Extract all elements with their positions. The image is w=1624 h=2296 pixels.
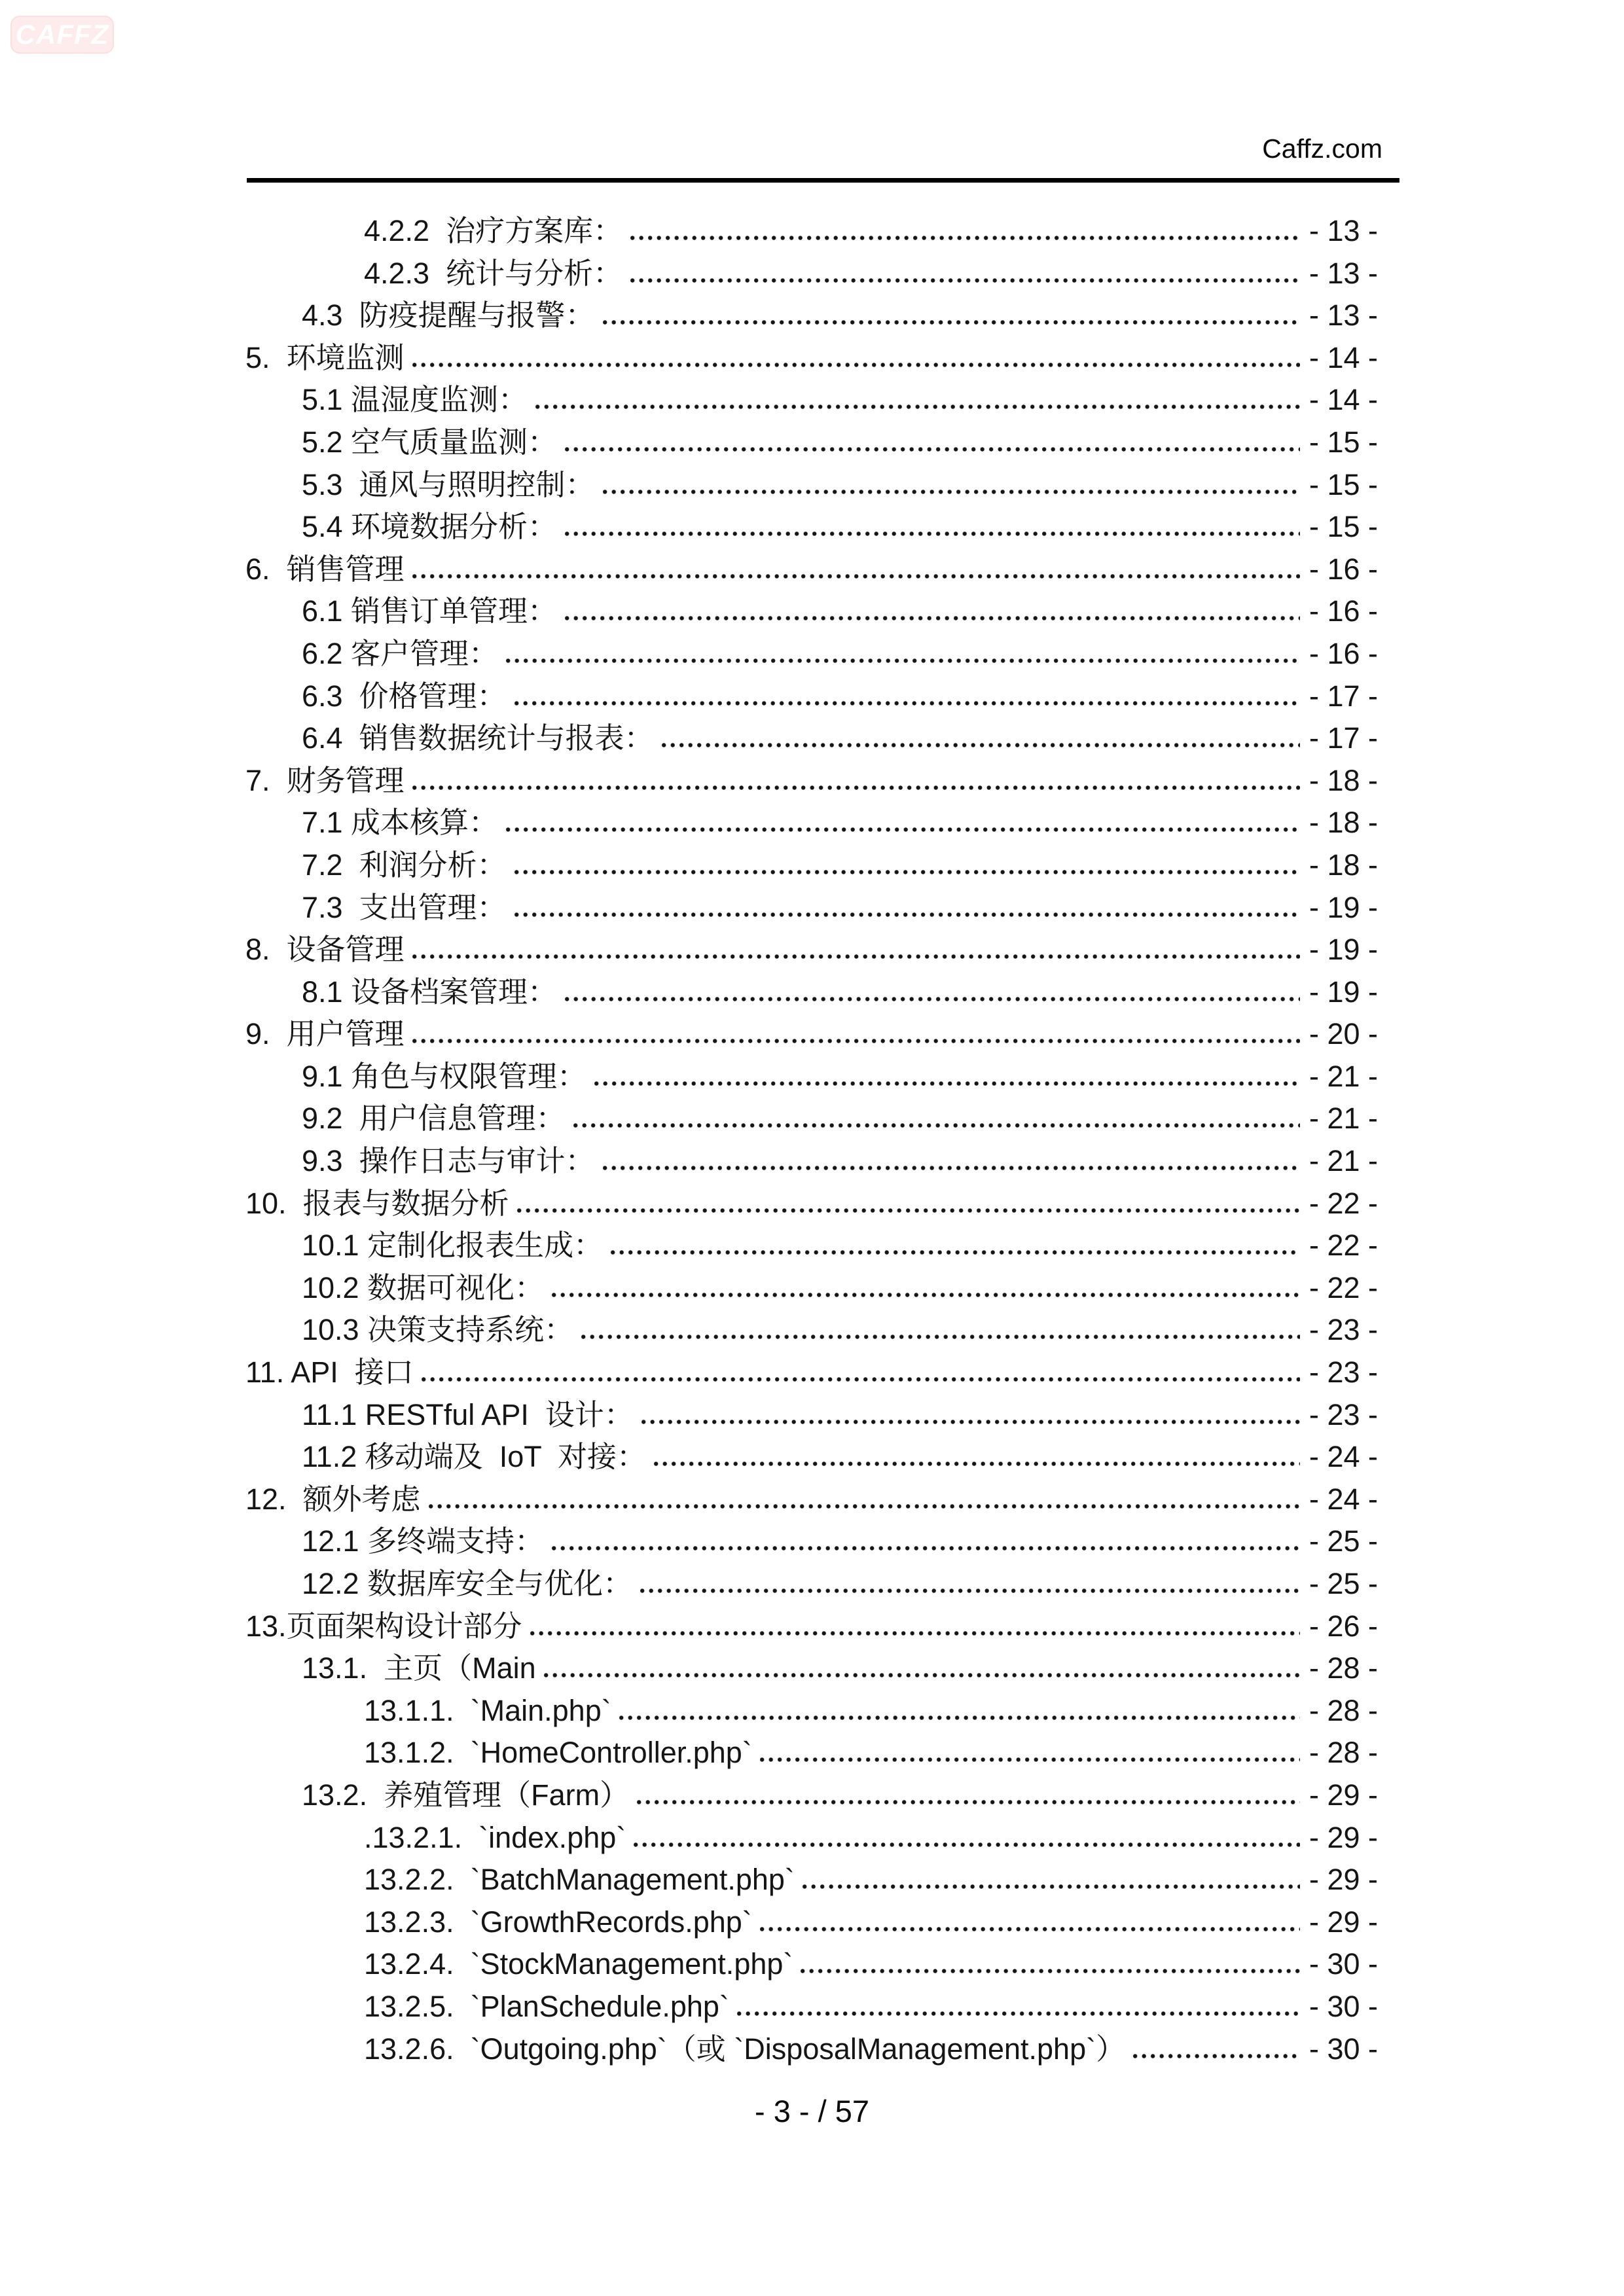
dot-leader [530, 1630, 1300, 1636]
toc-entry[interactable] [245, 548, 1378, 591]
toc-entry[interactable] [245, 844, 1378, 887]
toc-entry-label: 13.2.6. `Outgoing.php`（或 `DisposalManagement.php`） [364, 2032, 1126, 2066]
toc-entry-page: - 15 - [1308, 467, 1378, 501]
dot-leader [517, 1208, 1300, 1213]
toc-entry-page: - 29 - [1308, 1863, 1378, 1897]
toc-entry[interactable] [245, 887, 1378, 929]
dot-leader [634, 1842, 1300, 1848]
caffz-logo-text: CAFFZ [15, 19, 109, 50]
dot-leader [544, 1672, 1300, 1678]
toc-entry-label: 8.1 设备档案管理： [302, 975, 558, 1009]
toc-entry[interactable] [245, 1140, 1378, 1183]
toc-entry-label: 5.2 空气质量监测： [302, 425, 558, 459]
dot-leader [565, 531, 1300, 537]
dot-leader [637, 1799, 1300, 1805]
toc-entry-label: 4.2.2 治疗方案库： [364, 214, 623, 247]
toc-entry-page: - 14 - [1308, 340, 1378, 374]
dot-leader [1133, 2053, 1300, 2059]
header-divider [247, 178, 1399, 183]
toc-entry[interactable] [245, 1943, 1378, 1986]
dot-leader [662, 742, 1300, 748]
toc-entry-page: - 13 - [1308, 298, 1378, 332]
toc-entry-page: - 19 - [1308, 890, 1378, 924]
dot-leader [603, 489, 1300, 495]
dot-leader [641, 1419, 1300, 1425]
toc-entry-label: 12.1 多终端支持： [302, 1524, 545, 1558]
toc-entry-label: 5.3 通风与照明控制： [302, 467, 595, 501]
toc-entry-label: 5.4 环境数据分析： [302, 510, 558, 544]
toc-entry[interactable] [245, 1647, 1378, 1690]
toc-entry[interactable] [245, 590, 1378, 633]
toc-entry-label: 13.2. 养殖管理（Farm） [302, 1778, 630, 1812]
toc-list [245, 210, 1378, 2070]
dot-leader [801, 1968, 1300, 1974]
toc-entry-label: 5. 环境监测 [245, 340, 405, 374]
toc-entry[interactable] [245, 1690, 1378, 1732]
toc-entry[interactable] [245, 1309, 1378, 1352]
toc-entry[interactable] [245, 295, 1378, 337]
toc-entry-page: - 18 - [1308, 763, 1378, 797]
toc-entry-label: 13.2.4. `StockManagement.php` [364, 1947, 793, 1981]
toc-entry[interactable] [245, 760, 1378, 802]
toc-entry[interactable] [245, 717, 1378, 760]
dot-leader [506, 658, 1300, 664]
dot-leader [565, 615, 1300, 621]
caffz-logo [10, 16, 114, 54]
toc-entry[interactable] [245, 1267, 1378, 1310]
dot-leader [581, 1334, 1300, 1340]
toc-entry-label: 9.3 操作日志与审计： [302, 1144, 595, 1178]
dot-leader [760, 1757, 1300, 1763]
dot-leader [565, 996, 1300, 1002]
dot-leader [603, 1165, 1300, 1171]
toc-entry-page: - 29 - [1308, 1905, 1378, 1939]
toc-entry-label: 6.3 价格管理： [302, 679, 507, 713]
dot-leader [737, 2011, 1300, 2017]
toc-entry-page: - 16 - [1308, 636, 1378, 670]
toc-entry[interactable] [245, 1225, 1378, 1267]
toc-entry-page: - 18 - [1308, 806, 1378, 840]
dot-leader [506, 827, 1300, 833]
dot-leader [412, 785, 1300, 791]
dot-leader [514, 700, 1300, 706]
toc-entry-page: - 21 - [1308, 1102, 1378, 1136]
toc-entry-label: 7.1 成本核算： [302, 806, 499, 840]
toc-entry-label: 9.2 用户信息管理： [302, 1102, 566, 1136]
toc-entry-label: 10. 报表与数据分析 [245, 1186, 509, 1220]
toc-entry-label: 6.2 客户管理： [302, 636, 499, 670]
toc-entry[interactable] [245, 1394, 1378, 1437]
toc-entry[interactable] [245, 802, 1378, 844]
dot-leader [630, 278, 1300, 283]
toc-entry-label: 4.2.3 统计与分析： [364, 256, 623, 290]
toc-entry-page: - 21 - [1308, 1059, 1378, 1093]
toc-entry[interactable] [245, 1732, 1378, 1774]
toc-entry-page: - 20 - [1308, 1017, 1378, 1051]
toc-entry[interactable] [245, 1605, 1378, 1648]
toc-entry-page: - 30 - [1308, 1989, 1378, 2023]
toc-entry-page: - 29 - [1308, 1820, 1378, 1854]
toc-entry-label: .13.2.1. `index.php` [364, 1820, 626, 1854]
dot-leader [552, 1292, 1300, 1298]
toc-entry-label: 4.3 防疫提醒与报警： [302, 298, 595, 332]
toc-entry-label: 13.2.2. `BatchManagement.php` [364, 1863, 795, 1897]
toc-entry[interactable] [245, 2028, 1378, 2071]
dot-leader [412, 1038, 1300, 1044]
dot-leader [429, 1503, 1300, 1509]
dot-leader [514, 869, 1300, 875]
toc-entry[interactable] [245, 253, 1378, 295]
dot-leader [619, 1715, 1300, 1721]
dot-leader [573, 1122, 1300, 1128]
toc-entry-label: 5.1 温湿度监测： [302, 383, 528, 417]
dot-leader [565, 446, 1300, 452]
toc-entry[interactable] [245, 1520, 1378, 1563]
dot-leader [412, 362, 1300, 368]
toc-entry[interactable] [245, 379, 1378, 422]
toc-entry[interactable] [245, 1436, 1378, 1479]
toc-entry[interactable] [245, 506, 1378, 548]
toc-entry-page: - 13 - [1308, 256, 1378, 290]
toc-entry[interactable] [245, 1817, 1378, 1859]
dot-leader [535, 404, 1300, 410]
dot-leader [654, 1461, 1300, 1467]
toc-entry-label: 7. 财务管理 [245, 763, 405, 797]
dot-leader [422, 1376, 1300, 1382]
dot-leader [412, 573, 1300, 579]
toc-entry-label: 13.1. 主页（Main [302, 1651, 536, 1685]
toc-entry-label: 13.1.1. `Main.php` [364, 1693, 611, 1727]
toc-entry-page: - 22 - [1308, 1186, 1378, 1220]
toc-entry-page: - 14 - [1308, 383, 1378, 417]
toc-entry-label: 9.1 角色与权限管理： [302, 1059, 587, 1093]
toc-entry-page: - 26 - [1308, 1609, 1378, 1643]
toc-entry-page: - 18 - [1308, 848, 1378, 882]
toc-entry-label: 13.页面架构设计部分 [245, 1609, 522, 1643]
dot-leader [603, 319, 1300, 325]
dot-leader [412, 954, 1300, 960]
toc-entry[interactable] [245, 1986, 1378, 2028]
toc-entry[interactable] [245, 1479, 1378, 1521]
toc-entry[interactable] [245, 464, 1378, 507]
dot-leader [552, 1545, 1300, 1551]
dot-leader [611, 1249, 1300, 1255]
toc-entry[interactable] [245, 1056, 1378, 1098]
toc-entry-label: 6.4 销售数据统计与报表： [302, 721, 654, 755]
toc-entry-label: 13.2.5. `PlanSchedule.php` [364, 1989, 729, 2023]
toc-entry[interactable] [245, 971, 1378, 1014]
toc-entry[interactable] [245, 929, 1378, 971]
toc-entry[interactable] [245, 1183, 1378, 1225]
toc-entry[interactable] [245, 337, 1378, 380]
toc-entry-page: - 19 - [1308, 933, 1378, 967]
toc-entry[interactable] [245, 1098, 1378, 1140]
toc-entry-label: 11. API 接口 [245, 1355, 414, 1390]
toc-entry-label: 9. 用户管理 [245, 1017, 405, 1051]
toc-entry-page: - 29 - [1308, 1778, 1378, 1812]
toc-entry-label: 10.1 定制化报表生成： [302, 1229, 604, 1263]
toc-entry-page: - 16 - [1308, 594, 1378, 628]
toc-entry[interactable] [245, 1859, 1378, 1901]
page-number-footer: - 3 - / 57 [754, 2094, 869, 2128]
toc-entry-page: - 25 - [1308, 1567, 1378, 1600]
dot-leader [514, 912, 1300, 918]
dot-leader [594, 1081, 1300, 1086]
toc-entry-page: - 22 - [1308, 1229, 1378, 1263]
toc-entry-page: - 28 - [1308, 1651, 1378, 1685]
toc-entry[interactable] [245, 675, 1378, 718]
toc-entry-label: 7.2 利润分析： [302, 848, 507, 882]
toc-entry-label: 13.2.3. `GrowthRecords.php` [364, 1905, 752, 1939]
toc-entry-label: 8. 设备管理 [245, 933, 405, 967]
toc-entry-label: 12. 额外考虑 [245, 1482, 421, 1516]
toc-entry-page: - 17 - [1308, 721, 1378, 755]
toc-entry-page: - 16 - [1308, 552, 1378, 586]
toc-entry-page: - 19 - [1308, 975, 1378, 1009]
toc-entry[interactable] [245, 1563, 1378, 1605]
toc-entry[interactable] [245, 1352, 1378, 1394]
toc-entry-label: 11.2 移动端及 IoT 对接： [302, 1440, 646, 1474]
toc-entry-page: - 21 - [1308, 1144, 1378, 1178]
toc-entry-page: - 30 - [1308, 1947, 1378, 1981]
toc-entry-label: 7.3 支出管理： [302, 890, 507, 924]
toc-entry-label: 6. 销售管理 [245, 552, 405, 586]
toc-entry-label: 10.2 数据可视化： [302, 1270, 545, 1304]
toc-entry[interactable] [245, 210, 1378, 253]
toc-entry-page: - 17 - [1308, 679, 1378, 713]
toc-entry-page: - 13 - [1308, 214, 1378, 247]
toc-entry-label: 13.1.2. `HomeController.php` [364, 1736, 752, 1770]
toc-entry[interactable] [245, 1013, 1378, 1056]
toc-entry-page: - 28 - [1308, 1693, 1378, 1727]
toc-entry-page: - 22 - [1308, 1270, 1378, 1304]
dot-leader [760, 1926, 1300, 1932]
toc-entry[interactable] [245, 1901, 1378, 1944]
toc-entry-page: - 24 - [1308, 1440, 1378, 1474]
toc-entry-page: - 28 - [1308, 1736, 1378, 1770]
dot-leader [803, 1884, 1300, 1890]
dot-leader [630, 235, 1300, 241]
toc-entry-label: 12.2 数据库安全与优化： [302, 1567, 633, 1600]
toc-entry-page: - 23 - [1308, 1397, 1378, 1431]
toc-entry[interactable] [245, 633, 1378, 675]
toc-entry[interactable] [245, 1774, 1378, 1817]
toc-entry-page: - 24 - [1308, 1482, 1378, 1516]
dot-leader [640, 1588, 1300, 1594]
toc-entry-page: - 23 - [1308, 1355, 1378, 1390]
toc-entry-label: 11.1 RESTful API 设计： [302, 1397, 634, 1431]
toc-entry[interactable] [245, 422, 1378, 464]
toc-entry-page: - 30 - [1308, 2032, 1378, 2066]
toc-entry-page: - 25 - [1308, 1524, 1378, 1558]
toc-entry-page: - 15 - [1308, 425, 1378, 459]
toc-entry-label: 10.3 决策支持系统： [302, 1313, 574, 1347]
toc-entry-label: 6.1 销售订单管理： [302, 594, 558, 628]
header-site-name: Caffz.com [1262, 134, 1382, 164]
toc-entry-page: - 15 - [1308, 510, 1378, 544]
toc-entry-page: - 23 - [1308, 1313, 1378, 1347]
